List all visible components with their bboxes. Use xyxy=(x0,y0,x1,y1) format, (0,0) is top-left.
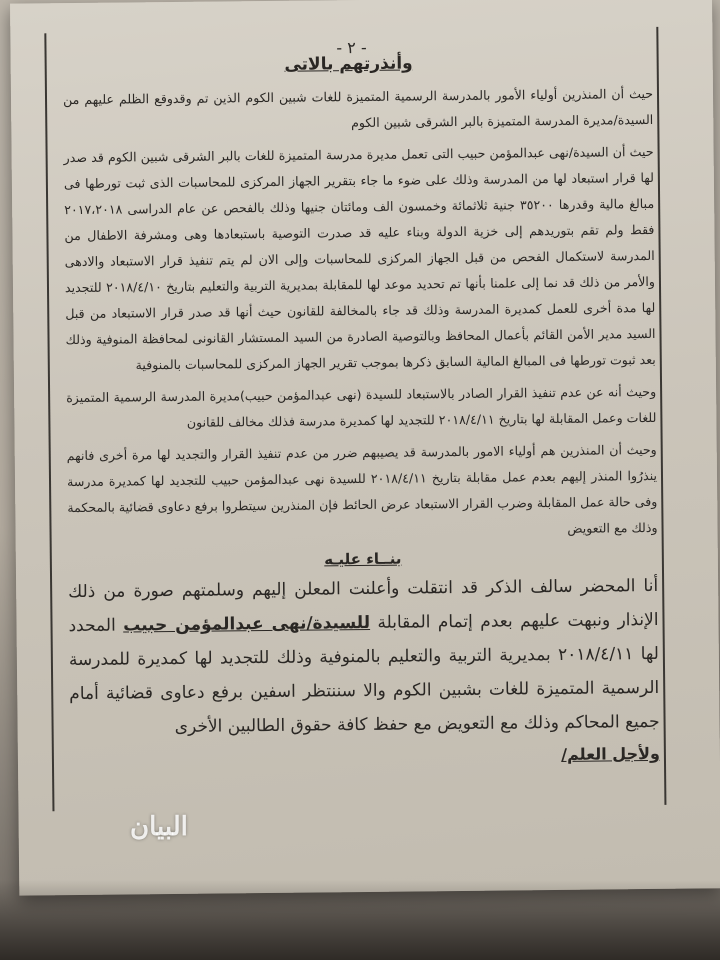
closing-line: ولأجل العلم/ xyxy=(561,743,661,764)
document-heading: وأنذرتهم بالاتى xyxy=(284,53,413,75)
paragraph-3: وحيث أنه عن عدم تنفيذ القرار الصادر بالاستبعاد للسيدة (نهى عبدالمؤمن حبيب)مديرة المدرسة الرسمية المتميزة للغات وعمل المقابلة لها بتاريخ ٢٠١٨/٤/١١ للتجديد لها كمديرة مدرسة فذلك مخالف للقانون xyxy=(66,383,657,430)
named-person: للسيدة/نهى عبدالمؤمن حبيب xyxy=(123,612,371,636)
bottom-shadow xyxy=(0,880,720,960)
document-page xyxy=(10,0,720,896)
paragraph-4: وحيث أن المنذرين هم أولياء الامور بالمدرسة قد يصيبهم ضرر من عدم تنفيذ القرار والتجديد لها مرة أخرى فانهم ينذرُوا المنذر إليهم بعدم عمل مقابلة بتاريخ ٢٠١٨/٤/١١ للسيدة نهى عبدالمؤمن حبيب للتجديد لها كمديرة مدرسة وفى حالة عمل المقابلة وضرب القرار الاستبعاد عرض الحائط فإن المنذرين سيتطروا برفع دعاوى قضائية بالمحكمة وذلك مع التعويض xyxy=(66,441,658,536)
final-statement xyxy=(68,569,660,745)
paragraph-1: حيث أن المنذرين أولياء الأمور بالمدرسة الرسمية المتميزة للغات شبين الكوم الذين تم وقدوقع الظلم عليهم من السيدة/مديرة المدرسة المتميزة بالبر الشرقى شبين الكوم xyxy=(62,85,654,131)
final-statement-part-2: المحدد لها ٢٠١٨/٤/١١ بمديرية التربية والتعليم بالمنوفية وذلك للتجديد لها كمديرة للمدرسة الرسمية المتميزة للغات بشبين الكوم والا سننتظر اسفين برفع دعاوى قضائية أمام جميع المحاكم وذلك مع التعويض مع حفظ كافة حقوق الطالبين الأخرى xyxy=(68,615,660,737)
section-heading: بنــاء عليـه xyxy=(324,549,402,569)
document-body xyxy=(63,47,661,775)
paragraph-2: حيث أن السيدة/نهى عبدالمؤمن حبيب التى تعمل مديرة مدرسة المتميزة للغات بالبر الشرقى شبين الكوم قد صدر لها قرار استبعاد لها من المدرسة وذلك على ضوء ما جاء بتقرير الجهاز المركزى للمحاسبات الذى ثبت تورطها فى مبالغ مالية وقدرها ٣٥٢٠٠ جنية ثلاثمائة وخمسون الف ومائتان جنيها وذلك بالفحص عن عام الدراسى ٢٠١٧،٢٠١٨ فقط ولم تقم بتوريدهم إلى خزية الدولة وبناء عليه قد صدرت التوصية باستبعادها وهى ومشرفة الاطفال من المدرسة لاستكمال الفحص من قبل الجهاز المركزى للمحاسبات وإلى الان لم يتم تنفيذ قرار الاستبعاد والادهى والأمر من ذلك قد نما إلى علمنا بأنها تم تحديد موعد لها للمقابلة بمديرية التربية والتعليم بتاريخ ٢٠١٨/٤/١٠ للتجديد لها مدة أخرى للعمل كمديرة المدرسة وذلك قد جاء بالمخالفة للقانون حيث أنها قد صدر قرار الاستبعاد من قبل السيد مدير الأمن القائم بأعمال المحافظ وبالتوصية الصادرة من السيد المستشار القانونى لمحافظة المنوفية وذلك بعد ثبوت تورطها فى المبالغ المالية السابق ذكرها بموجب تقرير الجهاز المركزى للمحاسبات بالمنوفية xyxy=(63,143,656,373)
page-number: - ٢ - xyxy=(336,37,367,58)
final-statement-part-1: أنا المحضر سالف الذكر قد انتقلت وأعلنت المعلن إليهم وسلمتهم صورة من ذلك الإنذار ونبهت عليهم بعدم إتمام المقابلة xyxy=(68,575,659,633)
watermark-logo: البيان xyxy=(130,812,188,842)
